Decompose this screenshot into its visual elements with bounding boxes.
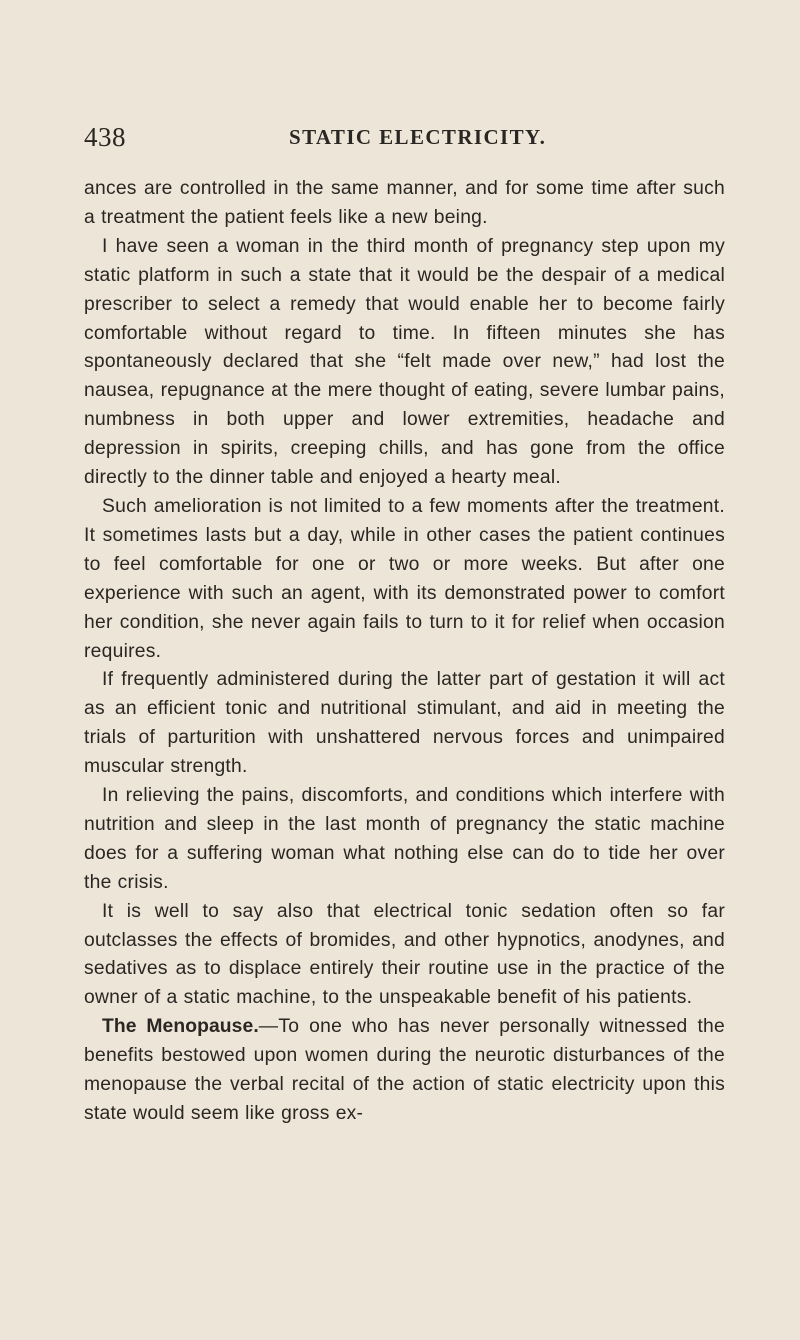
body-text — [84, 175, 725, 1129]
paragraph-tonic-sedation: It is well to say also that electrical tonic sedation often so far outclasses the effects of bromides, and other hypnotics, anodynes, and sedatives as to displace entirely their routine use in the practice of the owner of a static machine, to the unspeakable benefit of his patients. — [84, 900, 725, 1009]
section-heading-menopause: The Menopause. — [102, 1016, 259, 1038]
page-number: 438 — [84, 122, 126, 152]
section-text-menopause: —To one who has never personally witnessed the benefits bestowed upon women during the neurotic disturbances of the menopause the verbal recital of the action of static electricity upon this state would seem like gross ex- — [84, 1016, 725, 1124]
paragraph-menopause — [84, 1013, 725, 1129]
running-head — [84, 119, 726, 155]
paragraph-gestation: If frequently administered during the latter part of gestation it will act as an efficient tonic and nutritional stimulant, and aid in meeting the trials of parturition with unshattered nervous forces and unimpaired muscular strength. — [84, 669, 725, 778]
paragraph-continuation: ances are controlled in the same manner, and for some time after such a treatment the patient feels like a new being. — [84, 178, 725, 228]
paragraph-relieving-pains: In relieving the pains, discomforts, and conditions which interfere with nutrition and sleep in the last month of pregnancy the static machine does for a suffering woman what nothing else can do to tide her over the crisis. — [84, 785, 725, 893]
paragraph-pregnancy-case: I have seen a woman in the third month of pregnancy step upon my static platform in such a state that it would be the despair of a medical prescriber to select a remedy that would enable her to become fairly comfortable without regard to time. In fifteen minutes she has spontaneously declared that she “felt made over new,” had lost the nausea, repugnance at the mere thought of eating, severe lumbar pains, numbness in both upper and lower extremities, headache and depression in spirits, creeping chills, and has gone from the office directly to the dinner table and enjoyed a hearty meal. — [84, 235, 725, 489]
running-title: STATIC ELECTRICITY. — [289, 125, 547, 149]
paragraph-amelioration: Such amelioration is not limited to a few moments after the treatment. It sometimes lasts but a day, while in other cases the patient continues to feel comfortable for one or two or more weeks. But after one experience with such an agent, with its demonstrated power to comfort her condition, she never again fails to turn to it for relief when occasion requires. — [84, 495, 725, 662]
